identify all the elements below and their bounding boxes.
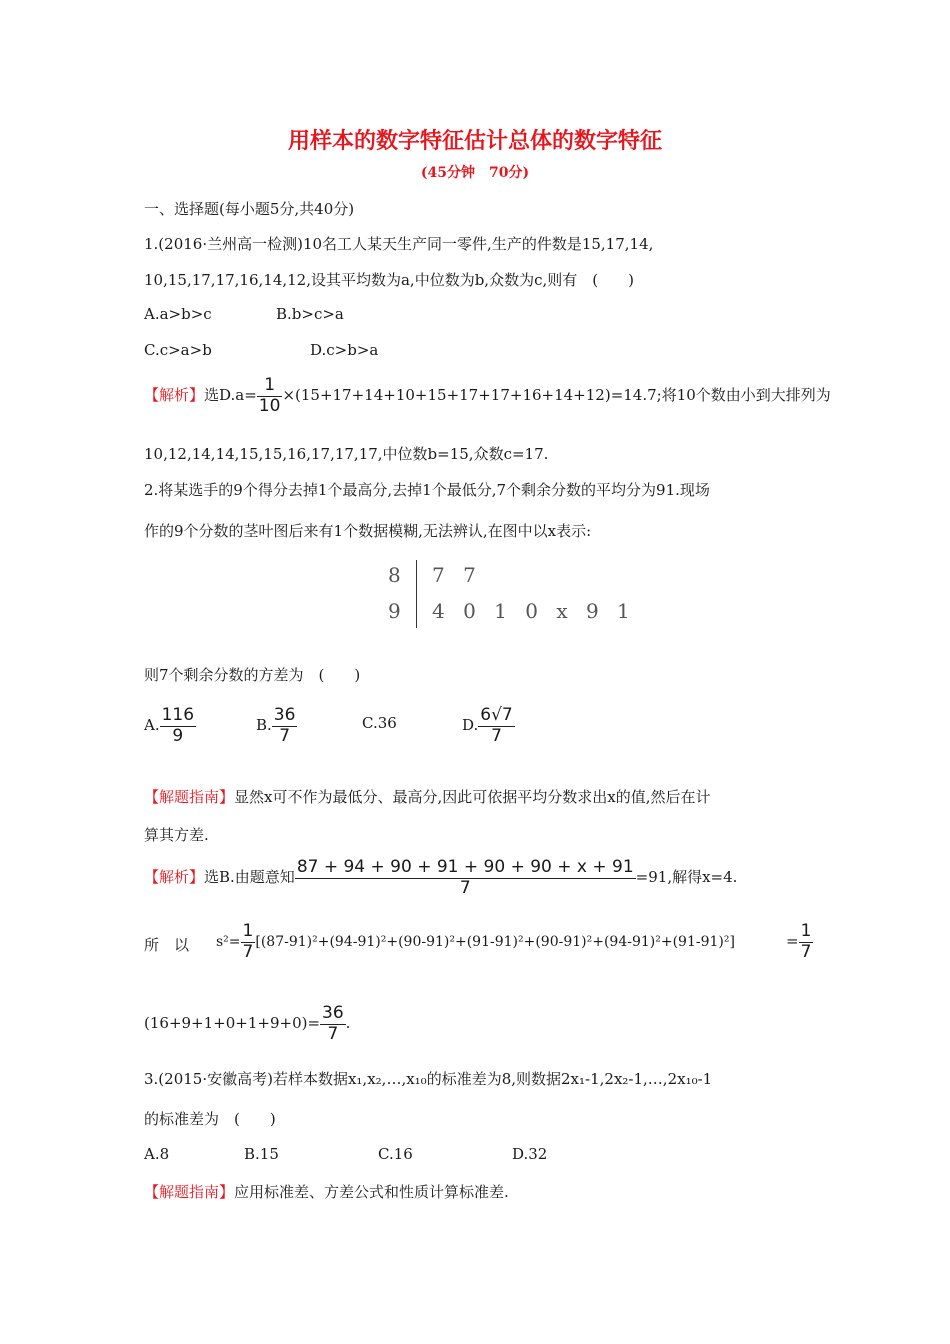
numerator: 116	[161, 705, 195, 725]
q3-guide	[144, 1181, 509, 1202]
numerator: 36	[273, 705, 296, 725]
denominator: 7	[327, 1023, 339, 1044]
so-label: 所 以	[144, 936, 190, 954]
page-subtitle: (45分钟 70分)	[420, 165, 530, 181]
denominator: 7	[459, 877, 471, 898]
fraction	[478, 706, 514, 746]
guide-text: 应用标准差、方差公式和性质计算标准差.	[234, 1183, 509, 1201]
section-heading: 一、选择题(每小题5分,共40分)	[144, 200, 355, 218]
q3-option-c: C.16	[378, 1145, 413, 1163]
q1-line2: 10,15,17,17,16,14,12,设其平均数为a,中位数为b,众数为c,则有 ( )	[144, 271, 634, 289]
denominator: 7	[800, 941, 812, 962]
option-label: D.	[462, 716, 479, 735]
numerator: 6√7	[480, 705, 513, 725]
q2-question: 则7个剩余分数的方差为 ( )	[144, 666, 361, 684]
q1-option-d: D.c>b>a	[310, 341, 379, 359]
q1-analysis-line2: 10,12,14,14,15,15,16,17,17,17,中位数b=15,众数c=17.	[144, 445, 549, 463]
leaves-8: 7 7	[432, 563, 482, 587]
numerator: 36	[322, 1003, 344, 1023]
q3-option-d: D.32	[512, 1145, 548, 1163]
q1-analysis	[144, 376, 831, 416]
option-label: A.	[144, 716, 160, 735]
fraction	[320, 1004, 346, 1044]
variance-equals	[786, 922, 813, 962]
denominator: 9	[172, 725, 184, 746]
numerator: 1	[242, 921, 254, 941]
variance-body: [(87-91)²+(94-91)²+(90-91)²+(91-91)²+(90-91)²+(94-91)²+(91-91)²]	[255, 934, 735, 951]
guide-tag: 【解题指南】	[144, 788, 235, 806]
analysis-text: 选D.a=	[204, 386, 257, 405]
q2-option-c: C.36	[362, 714, 397, 732]
q2-option-a	[144, 706, 196, 746]
q1-line1: 1.(2016·兰州高一检测)10名工人某天生产同一零件,生产的件数是15,17,14,	[144, 235, 654, 253]
denominator: 7	[279, 725, 291, 746]
q2-line2: 作的9个分数的茎叶图后来有1个数据模糊,无法辨认,在图中以x表示:	[144, 522, 592, 540]
variance-formula	[216, 922, 735, 962]
q1-option-a: A.a>b>c	[144, 305, 212, 323]
result-text: .	[345, 1014, 351, 1033]
numerator: 1	[800, 921, 812, 941]
guide-tag: 【解题指南】	[144, 1183, 235, 1201]
stem-9: 9	[388, 599, 407, 623]
q2-option-b	[256, 706, 297, 746]
q3-option-a: A.8	[144, 1145, 170, 1163]
q3-option-b: B.15	[244, 1145, 279, 1163]
denominator: 7	[491, 725, 502, 746]
guide-text: 显然x可不作为最低分、最高分,因此可依据平均分数求出x的值,然后在计	[234, 788, 711, 806]
stem-leaf-plot	[386, 560, 636, 630]
q2-line1: 2.将某选手的9个得分去掉1个最高分,去掉1个最低分,7个剩余分数的平均分为91.现场	[144, 481, 710, 499]
q2-guide-line1	[144, 786, 710, 807]
numerator: 1	[257, 376, 283, 397]
fraction	[241, 922, 256, 962]
stem-divider	[416, 560, 417, 628]
q2-guide-line2: 算其方差.	[144, 826, 209, 844]
q2-option-d	[462, 706, 515, 746]
equals-sign: =	[786, 932, 799, 951]
denominator: 7	[242, 941, 254, 962]
fraction	[160, 706, 196, 746]
analysis-text: =91,解得x=4.	[635, 868, 738, 887]
analysis-tag: 【解析】	[144, 386, 205, 405]
big-fraction	[295, 858, 636, 898]
fraction	[799, 922, 814, 962]
q2-analysis	[144, 858, 737, 898]
analysis-tag: 【解析】	[144, 868, 205, 887]
leaves-9: 4 0 1 0 x 9 1	[432, 599, 636, 623]
result-text: (16+9+1+0+1+9+0)=	[144, 1014, 321, 1033]
variance-prefix: s²=	[216, 934, 241, 951]
denominator: 10	[258, 395, 281, 416]
q1-option-c: C.c>a>b	[144, 341, 212, 359]
page-title: 用样本的数字特征估计总体的数字特征	[287, 128, 662, 154]
variance-result	[144, 1004, 350, 1044]
q3-line1: 3.(2015·安徽高考)若样本数据x₁,x₂,…,x₁₀的标准差为8,则数据2x₁-1,2x₂-1,…,2x₁₀-1	[144, 1070, 713, 1088]
q1-option-b: B.b>c>a	[276, 305, 344, 323]
numerator: 87 + 94 + 90 + 91 + 90 + 90 + x + 91	[296, 857, 634, 877]
analysis-text: 选B.由题意知	[204, 868, 295, 887]
fraction	[257, 376, 283, 416]
q3-line2: 的标准差为 ( )	[144, 1110, 276, 1128]
stem-8: 8	[388, 563, 407, 587]
fraction	[272, 706, 298, 746]
option-label: B.	[256, 716, 272, 735]
analysis-text: ×(15+17+14+10+15+17+17+16+14+12)=14.7;将10个数由小到大排列为	[282, 386, 831, 405]
